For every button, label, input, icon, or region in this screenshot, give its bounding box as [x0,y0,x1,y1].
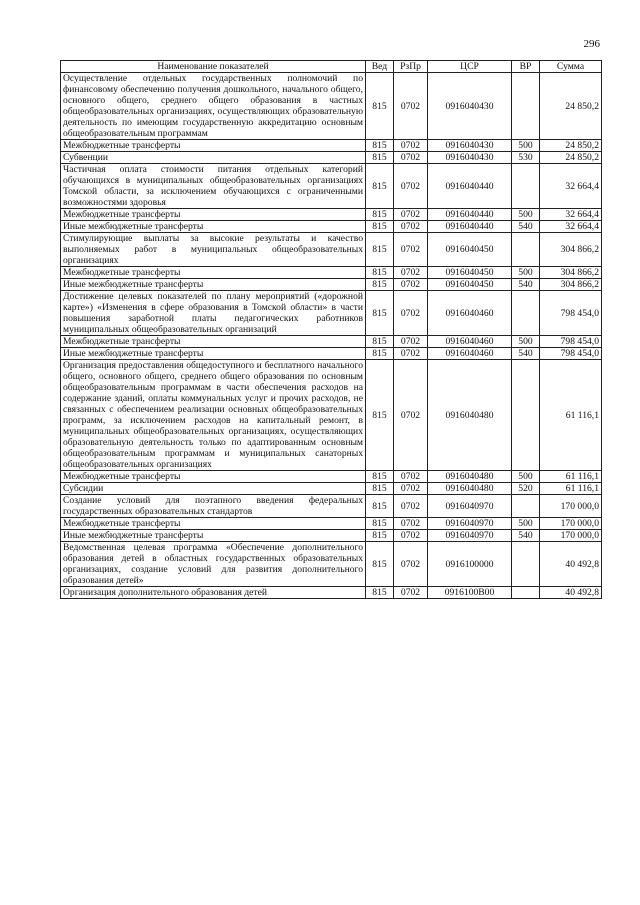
cell-csr: 0916040430 [428,152,512,164]
table-row [61,471,602,483]
cell-name: Стимулирующие выплаты за высокие результаты и качество выполняемых работ в муниципальных общеобразовательных организациях [61,233,366,267]
cell-csr: 0916040430 [428,73,512,140]
cell-vr: 500 [512,140,540,152]
cell-sum: 24 850,2 [540,140,602,152]
cell-name: Иные межбюджетные трансферты [61,279,366,291]
cell-csr: 0916040450 [428,267,512,279]
cell-ved: 815 [366,291,394,336]
cell-name: Субсидии [61,483,366,495]
cell-name: Межбюджетные трансферты [61,267,366,279]
table-row [61,140,602,152]
cell-sum: 798 454,0 [540,348,602,360]
cell-rzpr: 0702 [394,140,428,152]
cell-sum: 170 000,0 [540,495,602,518]
cell-sum: 304 866,2 [540,279,602,291]
cell-rzpr: 0702 [394,279,428,291]
cell-ved: 815 [366,164,394,209]
cell-csr: 0916040480 [428,471,512,483]
cell-vr [512,360,540,471]
cell-rzpr: 0702 [394,221,428,233]
cell-sum: 40 492,8 [540,542,602,587]
cell-vr [512,164,540,209]
column-header-csr: ЦСР [428,61,512,73]
column-header-vr: ВР [512,61,540,73]
cell-rzpr: 0702 [394,471,428,483]
cell-ved: 815 [366,336,394,348]
cell-ved: 815 [366,267,394,279]
table-row [61,152,602,164]
cell-ved: 815 [366,495,394,518]
cell-sum: 32 664,4 [540,221,602,233]
cell-name: Межбюджетные трансферты [61,471,366,483]
cell-rzpr: 0702 [394,73,428,140]
cell-vr [512,587,540,599]
table-row [61,587,602,599]
cell-csr: 0916040450 [428,233,512,267]
table-row [61,542,602,587]
cell-vr: 540 [512,279,540,291]
cell-vr [512,495,540,518]
cell-csr: 0916100000 [428,542,512,587]
cell-rzpr: 0702 [394,360,428,471]
cell-vr: 520 [512,483,540,495]
cell-vr: 540 [512,348,540,360]
cell-name: Межбюджетные трансферты [61,518,366,530]
cell-ved: 815 [366,518,394,530]
cell-sum: 798 454,0 [540,336,602,348]
table-row [61,518,602,530]
table-row [61,348,602,360]
cell-csr: 0916040430 [428,140,512,152]
cell-csr: 0916040970 [428,530,512,542]
cell-rzpr: 0702 [394,587,428,599]
cell-rzpr: 0702 [394,152,428,164]
table-row [61,483,602,495]
cell-name: Иные межбюджетные трансферты [61,530,366,542]
cell-sum: 798 454,0 [540,291,602,336]
cell-name: Иные межбюджетные трансферты [61,221,366,233]
cell-csr: 0916040450 [428,279,512,291]
cell-rzpr: 0702 [394,233,428,267]
cell-name: Организация предоставления общедоступного и бесплатного начального общего, основного общего, среднего общего образования по основным общеобразовательным программам в части обеспечения расходов на содержание зданий, оплаты коммунальных услуг и прочих расходов, не связанных с обеспечением реализации основных общеобразовательных программ, за исключением расходов на капитальный ремонт, в муниципальных общеобразовательных организациях, осуществляющих образовательную деятельность только по адаптированным основным общеобразовательным программам и муниципальных санаторных общеобразовательных организациях [61,360,366,471]
table-row [61,495,602,518]
cell-name: Осуществление отдельных государственных полномочий по финансовому обеспечению получения дошкольного, начального общего, основного общего, среднего общего образования в частных общеобразовательных организациях, осуществляющих образовательную деятельность по имеющим государственную аккредитацию основным общеобразовательным программам [61,73,366,140]
cell-csr: 0916040440 [428,221,512,233]
cell-ved: 815 [366,483,394,495]
table-row [61,221,602,233]
cell-name: Субвенции [61,152,366,164]
table-row [61,267,602,279]
cell-vr [512,73,540,140]
cell-csr: 0916040460 [428,336,512,348]
table-row [61,209,602,221]
cell-name: Организация дополнительного образования детей [61,587,366,599]
page-number: 296 [583,38,600,50]
cell-sum: 40 492,8 [540,587,602,599]
cell-rzpr: 0702 [394,336,428,348]
cell-sum: 304 866,2 [540,267,602,279]
cell-name: Достижение целевых показателей по плану мероприятий («дорожной карте») «Изменения в сфере образования в Томской области» в части повышения заработной платы педагогических работников муниципальных общеобразовательных организаций [61,291,366,336]
table-header-row [61,61,602,73]
cell-vr: 540 [512,530,540,542]
cell-csr: 0916040480 [428,483,512,495]
cell-ved: 815 [366,348,394,360]
cell-vr: 500 [512,518,540,530]
cell-csr: 0916040460 [428,291,512,336]
cell-sum: 170 000,0 [540,518,602,530]
cell-rzpr: 0702 [394,267,428,279]
cell-sum: 24 850,2 [540,73,602,140]
cell-ved: 815 [366,73,394,140]
cell-rzpr: 0702 [394,518,428,530]
cell-csr: 0916040440 [428,209,512,221]
cell-rzpr: 0702 [394,495,428,518]
table-row [61,360,602,471]
column-header-ved: Вед [366,61,394,73]
cell-ved: 815 [366,471,394,483]
cell-rzpr: 0702 [394,483,428,495]
cell-csr: 0916040460 [428,348,512,360]
cell-rzpr: 0702 [394,291,428,336]
column-header-rzpr: РзПр [394,61,428,73]
table-row [61,233,602,267]
cell-sum: 32 664,4 [540,209,602,221]
cell-name: Частичная оплата стоимости питания отдельных категорий обучающихся в муниципальных общеобразовательных организациях Томской области, за исключением обучающихся с ограниченными возможностями здоровья [61,164,366,209]
column-header-name: Наименование показателей [61,61,366,73]
cell-vr [512,542,540,587]
cell-csr: 0916040970 [428,518,512,530]
cell-ved: 815 [366,587,394,599]
cell-ved: 815 [366,542,394,587]
cell-name: Ведомственная целевая программа «Обеспечение дополнительного образования детей в областных государственных образовательных организациях, создание условий для развития дополнительного образования детей» [61,542,366,587]
cell-ved: 815 [366,360,394,471]
cell-rzpr: 0702 [394,530,428,542]
cell-sum: 61 116,1 [540,483,602,495]
cell-sum: 170 000,0 [540,530,602,542]
table-row [61,530,602,542]
cell-vr [512,233,540,267]
cell-vr: 500 [512,267,540,279]
cell-name: Межбюджетные трансферты [61,209,366,221]
cell-ved: 815 [366,530,394,542]
cell-name: Межбюджетные трансферты [61,140,366,152]
table-body [61,73,602,599]
column-header-sum: Сумма [540,61,602,73]
cell-csr: 0916040440 [428,164,512,209]
cell-name: Иные межбюджетные трансферты [61,348,366,360]
cell-sum: 24 850,2 [540,152,602,164]
table-row [61,336,602,348]
cell-ved: 815 [366,233,394,267]
cell-sum: 304 866,2 [540,233,602,267]
cell-ved: 815 [366,152,394,164]
cell-vr [512,291,540,336]
cell-ved: 815 [366,140,394,152]
cell-rzpr: 0702 [394,348,428,360]
table-row [61,73,602,140]
cell-vr: 530 [512,152,540,164]
cell-csr: 0916040970 [428,495,512,518]
cell-name: Создание условий для поэтапного введения федеральных государственных образовательных стандартов [61,495,366,518]
budget-table [60,60,602,599]
cell-rzpr: 0702 [394,542,428,587]
cell-vr: 500 [512,209,540,221]
cell-vr: 500 [512,471,540,483]
cell-ved: 815 [366,221,394,233]
table-row [61,164,602,209]
cell-csr: 0916100В00 [428,587,512,599]
cell-rzpr: 0702 [394,209,428,221]
cell-rzpr: 0702 [394,164,428,209]
table-row [61,279,602,291]
cell-sum: 61 116,1 [540,471,602,483]
cell-ved: 815 [366,279,394,291]
cell-ved: 815 [366,209,394,221]
cell-vr: 500 [512,336,540,348]
cell-name: Межбюджетные трансферты [61,336,366,348]
table-row [61,291,602,336]
cell-sum: 32 664,4 [540,164,602,209]
cell-csr: 0916040480 [428,360,512,471]
cell-vr: 540 [512,221,540,233]
cell-sum: 61 116,1 [540,360,602,471]
